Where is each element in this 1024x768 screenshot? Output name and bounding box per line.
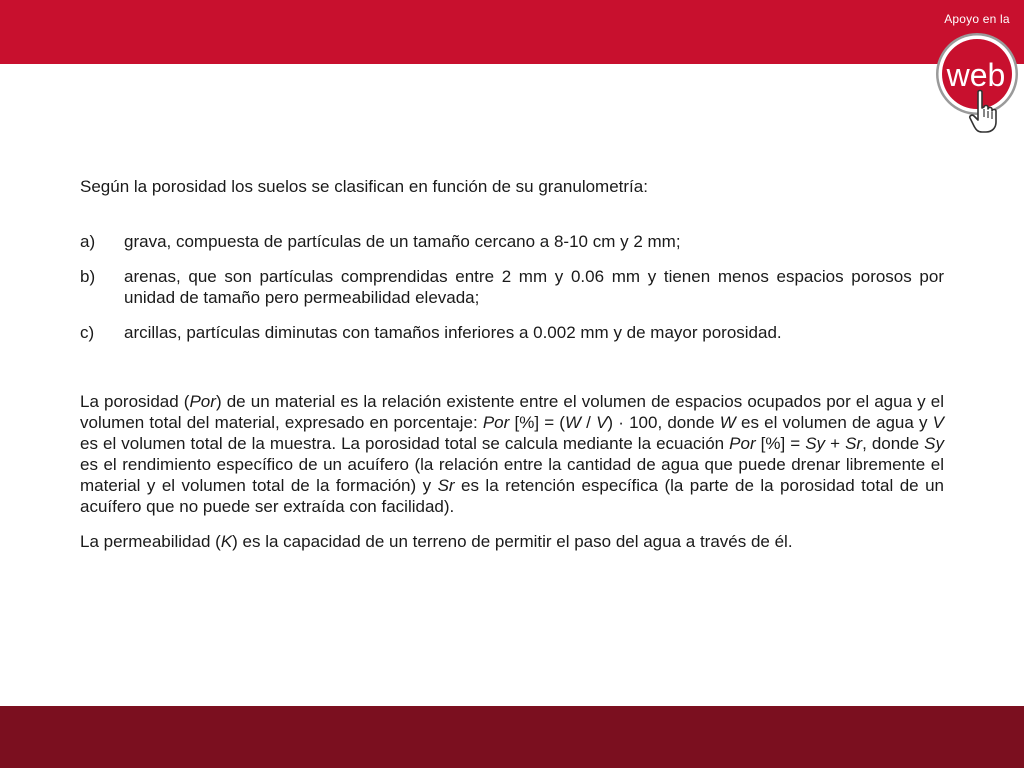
list-marker: a): [80, 232, 96, 251]
list-item-text: arcillas, partículas diminutas con tamaños inferiores a 0.002 mm y de mayor porosidad.: [124, 323, 782, 342]
list-marker: b): [80, 267, 96, 286]
top-band: [0, 0, 1024, 64]
slide-content: [80, 176, 944, 552]
permeability-paragraph: La permeabilidad (K) es la capacidad de un terreno de permitir el paso del agua a través de él.: [80, 532, 793, 551]
list-item-text: arenas, que son partículas comprendidas entre 2 mm y 0.06 mm y tienen menos espacios porosos por unidad de tamaño pero permeabilidad elevada;: [124, 267, 944, 307]
porosity-paragraph: La porosidad (Por) de un material es la relación existente entre el volumen de espacios ocupados por el agua y el volumen total del material, expresado en porcentaje: Por [%] = (W / V) · 100, donde W es el volumen de agua y V es el volumen total de la muestra. La porosidad total se calcula mediante la ecuación Por [%] = Sy + Sr, donde Sy es el rendimiento específico de un acuífero (la relación entre la cantidad de agua que puede drenar libremente el material y el volumen total de la formación) y Sr es la retención específica (la parte de la porosidad total de un acuífero que no puede ser extraída con facilidad).: [80, 392, 945, 516]
intro-text: Según la porosidad los suelos se clasifican en función de su granulometría:: [80, 177, 648, 196]
list-item: [80, 266, 944, 308]
list-item: [80, 231, 944, 252]
web-badge[interactable]: [934, 8, 1020, 138]
list-marker: c): [80, 323, 95, 342]
list-item: [80, 322, 944, 343]
bottom-band: [0, 706, 1024, 768]
web-logo[interactable]: [934, 32, 1020, 136]
soil-classification-list: [80, 231, 944, 343]
badge-caption: Apoyo en la: [944, 12, 1010, 26]
list-item-text: grava, compuesta de partículas de un tamaño cercano a 8-10 cm y 2 mm;: [124, 232, 681, 251]
logo-word: web: [946, 57, 1006, 93]
